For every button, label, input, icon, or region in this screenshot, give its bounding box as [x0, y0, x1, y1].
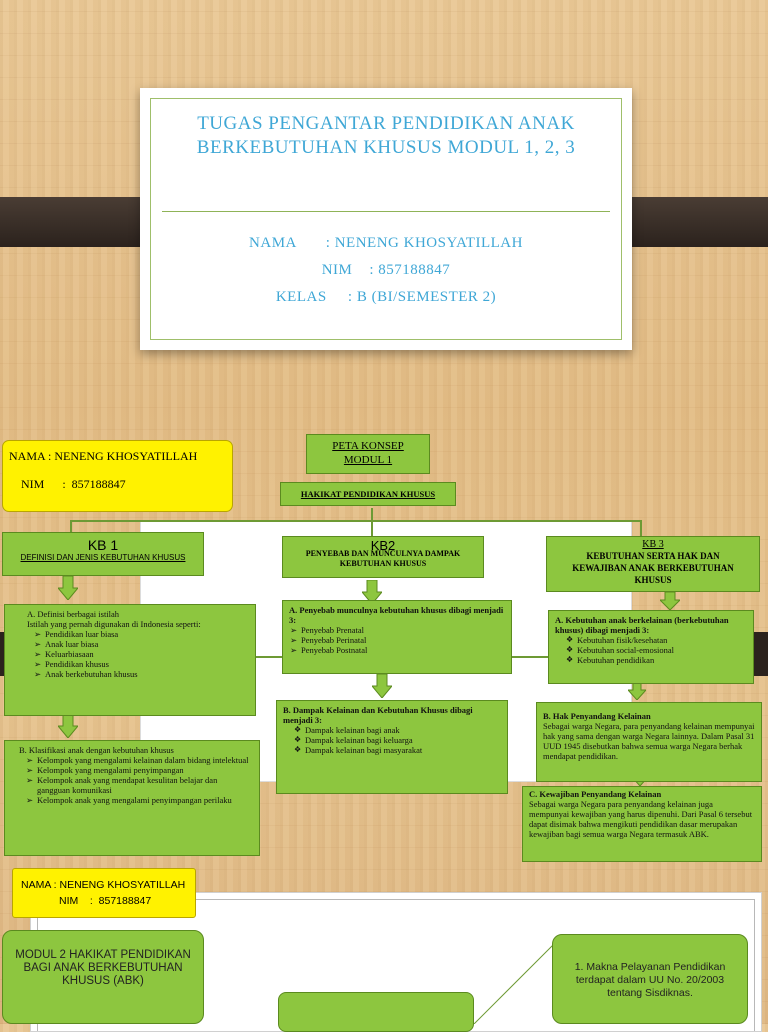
list-item: ❖ Kebutuhan fisik/kesehatan: [577, 635, 747, 645]
title-line-2: BERKEBUTUHAN KHUSUS MODUL 1, 2, 3: [196, 137, 576, 158]
peta-line-1: PETA KONSEP: [332, 440, 404, 452]
kb1-connector: [70, 520, 72, 532]
kb2-kb3-link: [512, 656, 548, 658]
list-item: ➢ Kelompok yang mengalami kelainan dalam bidang intelektual: [37, 755, 251, 765]
arrow-down-icon: [660, 592, 680, 610]
kb3-title: KB 3: [642, 539, 664, 550]
kb1-box: [2, 532, 204, 576]
top-connector: [70, 520, 641, 522]
hakikat-label: HAKIKAT PENDIDIKAN KHUSUS: [300, 489, 436, 499]
modul2-title: MODUL 2 HAKIKAT PENDIDIKAN BAGI ANAK BERKEBUTUHAN KHUSUS (ABK): [15, 949, 191, 987]
list-item: ➢ Penyebab Postnatal: [301, 645, 505, 655]
list-item: ➢ Kelompok anak yang mengalami penyimpangan perilaku: [37, 795, 251, 805]
student-class: KELAS : B (BI/SEMESTER 2): [275, 289, 497, 305]
modul2-center-box: [278, 992, 474, 1032]
list-item: ❖ Kebutuhan social-emosional: [577, 645, 747, 655]
kb1-a-intro: Istilah yang pernah digunakan di Indonesia seperti:: [27, 619, 201, 629]
kb2-b-heading: B. Dampak Kelainan dan Kebutuhan Khusus dibagi menjadi 3:: [283, 705, 473, 725]
kb1-kb2-link: [256, 656, 284, 658]
name-box: [2, 440, 233, 512]
arrow-down-icon: [628, 682, 646, 700]
makna-box: [552, 934, 748, 1024]
kb1-subtitle: DEFINISI DAN JENIS KEBUTUHAN KHUSUS: [20, 553, 186, 562]
kb2-b-box: [276, 700, 508, 794]
kb2-connector: [371, 508, 373, 536]
list-item: ➢ Pendidikan luar biasa: [45, 629, 247, 639]
kb3-subtitle: KEBUTUHAN SERTA HAK DAN KEWAJIBAN ANAK BERKEBUTUHAN KHUSUS: [572, 551, 734, 585]
arrow-down-icon: [58, 576, 78, 600]
right-dark-band: [612, 197, 768, 247]
kb3-c-box: [522, 786, 762, 862]
kb2-a-box: [282, 600, 512, 674]
list-item: ➢ Penyebab Prenatal: [301, 625, 505, 635]
title-line-1: TUGAS PENGANTAR PENDIDIKAN ANAK: [197, 113, 575, 134]
title-slide-card: [140, 88, 632, 350]
kb3-box: [546, 536, 760, 592]
slide-title: [140, 112, 632, 160]
kb3-c-heading: C. Kewajiban Penyandang Kelainan: [529, 789, 662, 799]
list-item: ❖ Dampak kelainan bagi keluarga: [305, 735, 501, 745]
kb3-b-text: Sebagai warga Negara, para penyandang kelainan mempunyai hak yang sama dengan warga Negara lainnya. Dalam Pasal 31 UUD 1945 disebutkan bahwa semua warga Negara berhak mendapat pendidikan.: [543, 721, 755, 761]
list-item: ➢ Keluarbiasaan: [45, 649, 247, 659]
peta-konsep-box: [306, 434, 430, 474]
name-box-nama: NAMA : NENENG KHOSYATILLAH: [9, 449, 198, 463]
list-item: ➢ Pendidikan khusus: [45, 659, 247, 669]
kb1-title: KB 1: [87, 537, 119, 553]
kb1-a-heading: A. Definisi berbagai istilah: [27, 609, 120, 619]
list-item: ❖ Dampak kelainan bagi masyarakat: [305, 745, 501, 755]
left-dark-band: [0, 197, 156, 247]
kb1-a-box: [4, 604, 256, 716]
list-item: ➢ Kelompok yang mengalami penyimpangan: [37, 765, 251, 775]
list-item: ➢ Kelompok anak yang mendapat kesulitan belajar dan gangguan komunikasi: [37, 775, 251, 795]
title-divider: [162, 211, 610, 212]
kb3-a-box: [548, 610, 754, 684]
kb3-a-heading: A. Kebutuhan anak berkelainan (berkebutuhan khusus) dibagi menjadi 3:: [555, 615, 729, 635]
kb1-b-box: [4, 740, 260, 856]
name-box-nim: NIM : 857188847: [21, 477, 126, 491]
list-item: ➢ Penyebab Perinatal: [301, 635, 505, 645]
list-item: ❖ Kebutuhan pendidikan: [577, 655, 747, 665]
kb2-a-heading: A. Penyebab munculnya kebutuhan khusus dibagi menjadi 3:: [289, 605, 504, 625]
list-item: ➢ Anak luar biasa: [45, 639, 247, 649]
kb3-c-text: Sebagai warga Negara para penyandang kelainan juga mempunyai kewajiban yang harus dipenuhi. Dari Pasal 6 tersebut dapat disimak bahwa mengikuti pendidikan dasar merupakan kewajiban bagi semua warga Negara termasuk ABK.: [529, 799, 753, 839]
name-box-2-nim: NIM : 857188847: [59, 895, 152, 907]
kb1-b-heading: B. Klasifikasi anak dengan kebutuhan khusus: [19, 745, 174, 755]
kb3-connector: [640, 520, 642, 536]
modul2-title-box: [2, 930, 204, 1024]
makna-text: 1. Makna Pelayanan Pendidikan terdapat dalam UU No. 20/2003 tentang Sisdiknas.: [574, 961, 726, 999]
name-box-2-nama: NAMA : NENENG KHOSYATILLAH: [21, 879, 186, 891]
list-item: ➢ Anak berkebutuhan khusus: [45, 669, 247, 679]
hakikat-box: [280, 482, 456, 506]
student-nim: NIM : 857188847: [321, 262, 451, 278]
connector-line: [474, 944, 554, 1024]
name-box-2: [12, 868, 196, 918]
student-name: NAMA : NENENG KHOSYATILLAH: [249, 235, 523, 251]
kb2-subtitle: PENYEBAB DAN MUNCULNYA DAMPAK KEBUTUHAN KHUSUS: [305, 549, 461, 568]
list-item: ❖ Dampak kelainan bagi anak: [305, 725, 501, 735]
kb2-title: KB2: [370, 538, 396, 553]
arrow-down-icon: [372, 674, 392, 698]
kb3-b-box: [536, 702, 762, 782]
kb2-box: [282, 536, 484, 578]
peta-line-2: MODUL 1: [343, 454, 393, 466]
arrow-down-icon: [58, 714, 78, 738]
kb3-b-heading: B. Hak Penyandang Kelainan: [543, 711, 651, 721]
